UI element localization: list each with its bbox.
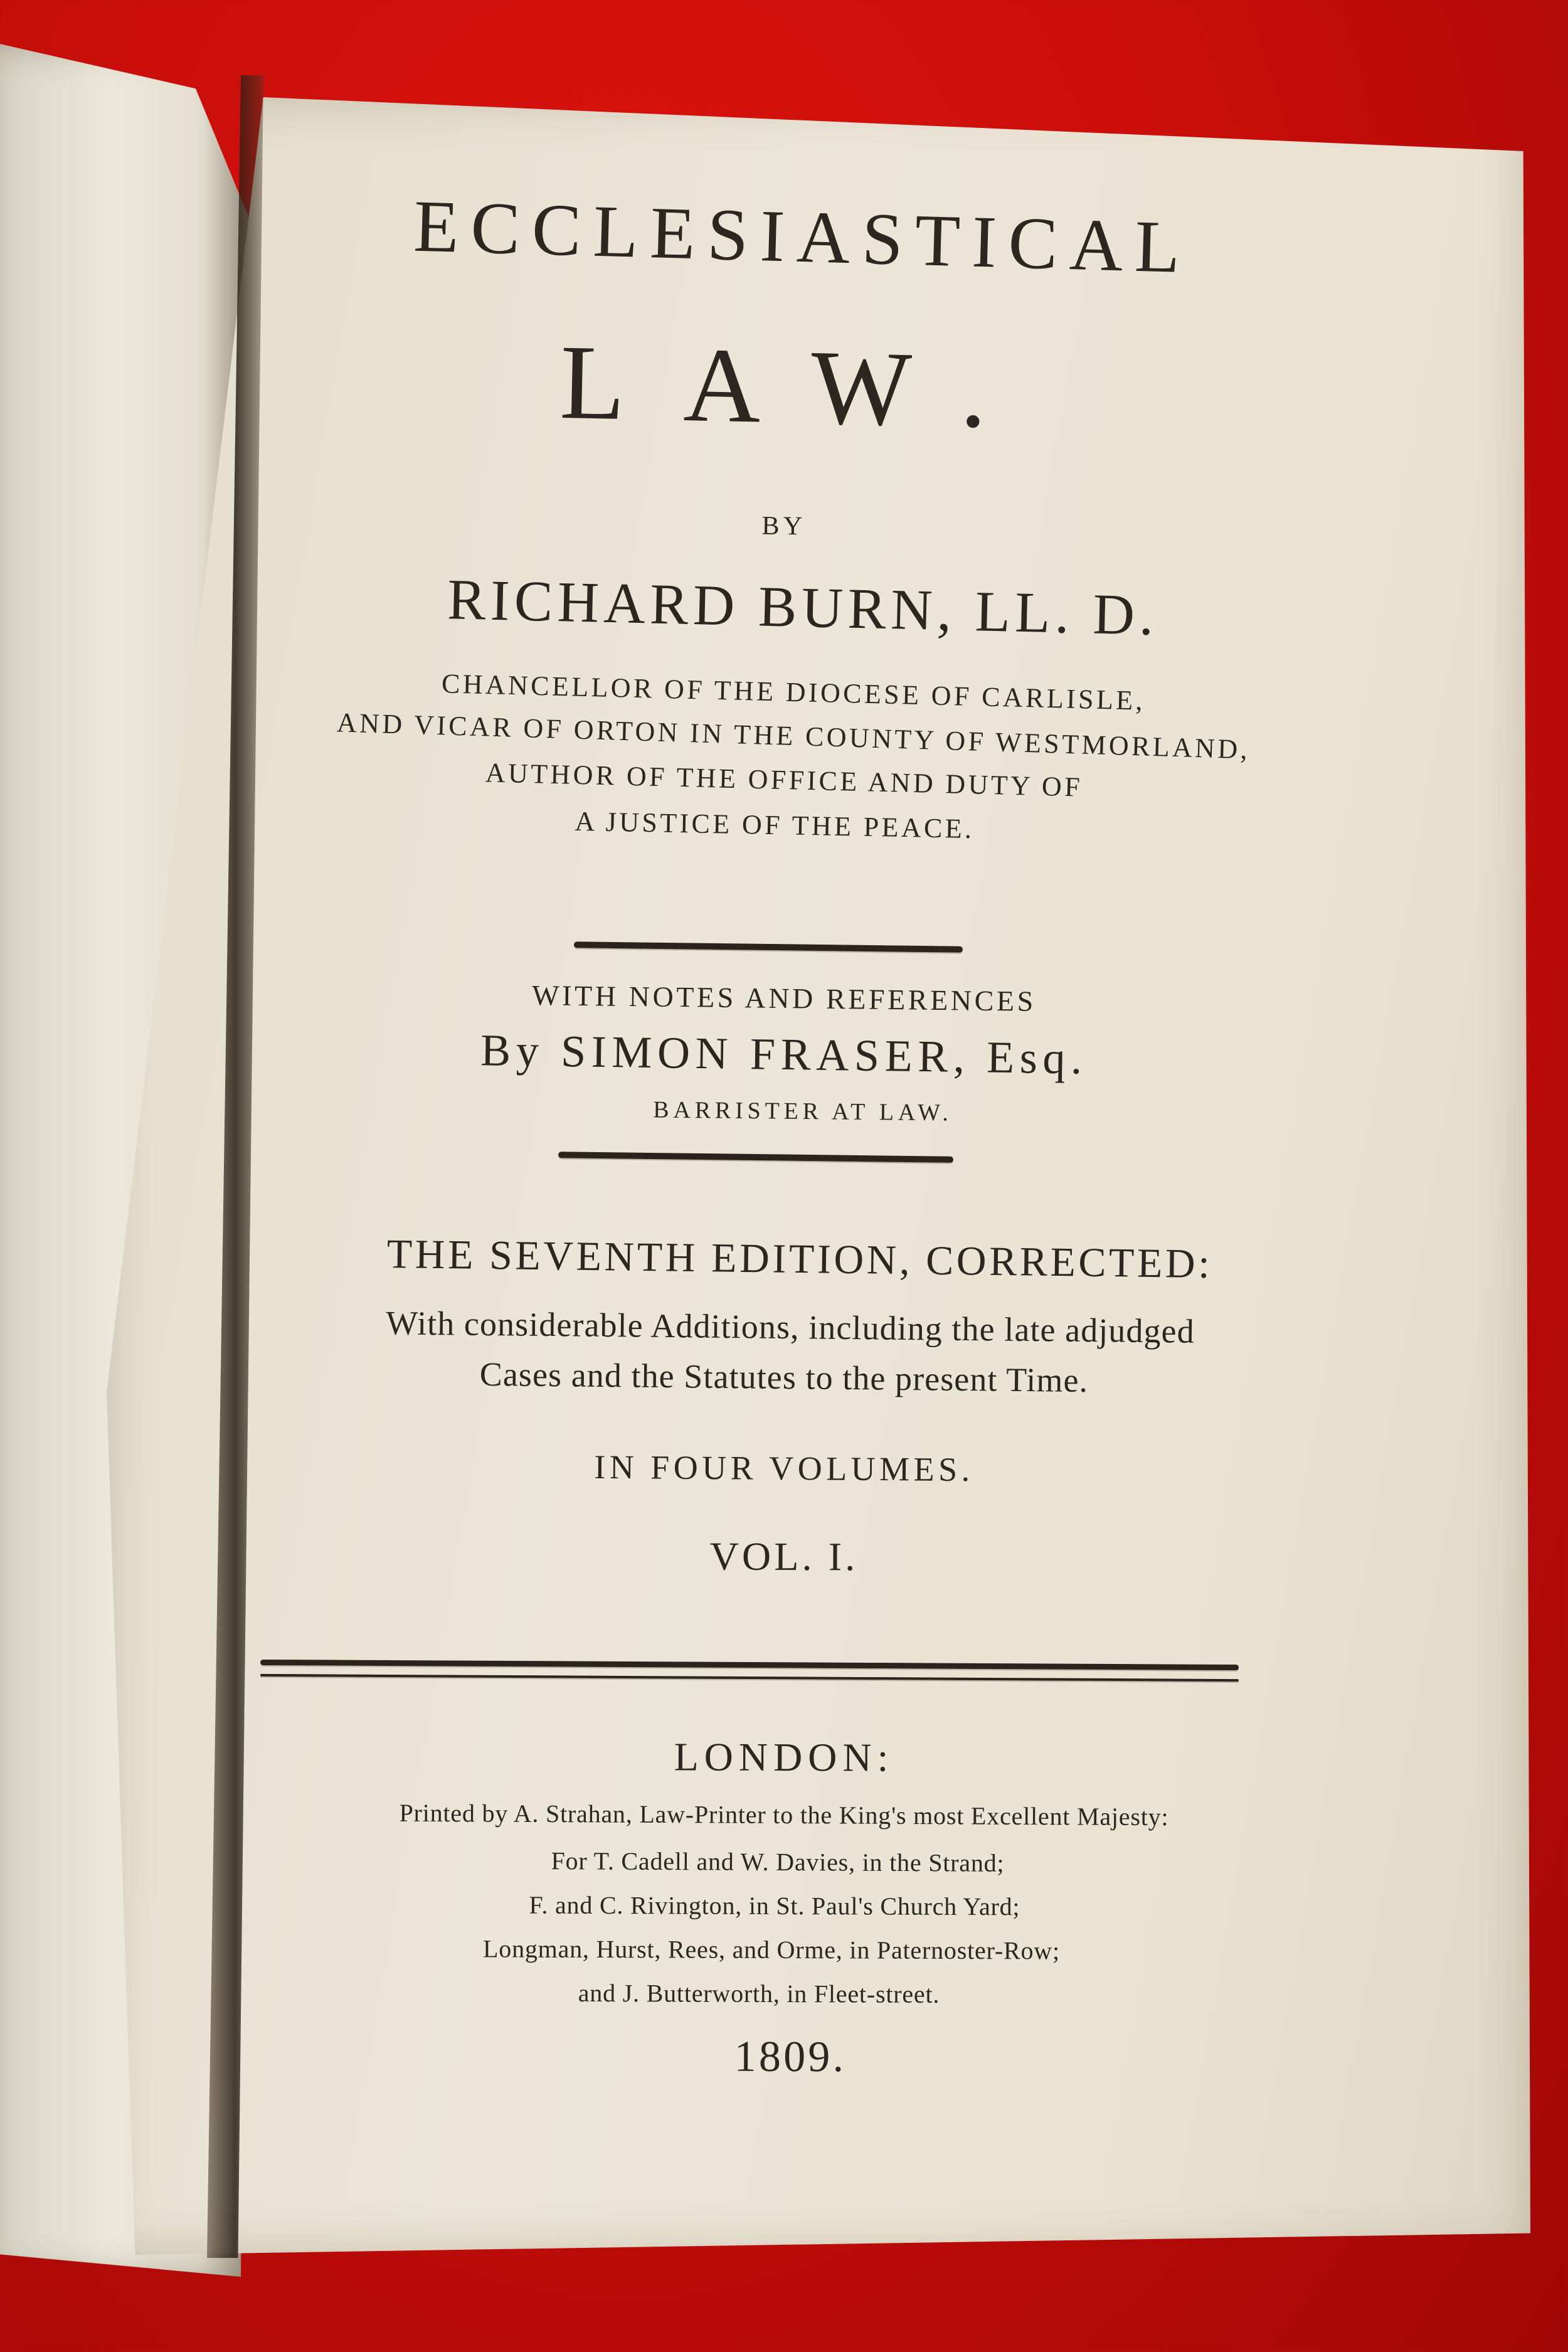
- place-of-publication: LONDON:: [674, 1734, 894, 1780]
- imprint-line: and J. Butterworth, in Fleet-street.: [578, 1978, 940, 2009]
- volume-number: VOL. I.: [709, 1534, 859, 1579]
- double-rule: [260, 1674, 1239, 1682]
- imprint-line: Longman, Hurst, Rees, and Orme, in Paternoster-Row;: [483, 1934, 1060, 1965]
- double-rule: [260, 1660, 1239, 1670]
- volumes-line: IN FOUR VOLUMES.: [594, 1448, 974, 1489]
- editor-name: By SIMON FRASER, Esq.: [480, 1025, 1088, 1084]
- edition-line: THE SEVENTH EDITION, CORRECTED:: [386, 1231, 1213, 1288]
- title-line-1: ECCLESIASTICAL: [412, 184, 1194, 289]
- title-line-2: LAW.: [558, 322, 1047, 452]
- divider-rule: [558, 1152, 953, 1163]
- divider-rule: [574, 941, 963, 953]
- additions-line: With considerable Additions, including the late adjudged: [385, 1304, 1195, 1350]
- imprint-line: Printed by A. Strahan, Law-Printer to the King's most Excellent Majesty:: [399, 1798, 1169, 1831]
- notes-line: WITH NOTES AND REFERENCES: [531, 979, 1037, 1017]
- editor-title: BARRISTER AT LAW.: [653, 1096, 953, 1126]
- imprint-line: For T. Cadell and W. Davies, in the Strand;: [551, 1846, 1005, 1877]
- by-line: BY: [761, 511, 807, 541]
- imprint-line: F. and C. Rivington, in St. Paul's Church Yard;: [529, 1890, 1020, 1921]
- author-name: RICHARD BURN, LL. D.: [447, 567, 1159, 647]
- additions-line: Cases and the Statutes to the present Time.: [479, 1355, 1089, 1400]
- author-credential: AND VICAR OF ORTON IN THE COUNTY OF WESTMORLAND,: [336, 707, 1251, 765]
- author-credential: A JUSTICE OF THE PEACE.: [575, 805, 975, 845]
- publication-year: 1809.: [734, 2032, 847, 2082]
- author-credential: CHANCELLOR OF THE DIOCESE OF CARLISLE,: [441, 668, 1146, 716]
- author-credential: AUTHOR OF THE OFFICE AND DUTY OF: [485, 757, 1083, 803]
